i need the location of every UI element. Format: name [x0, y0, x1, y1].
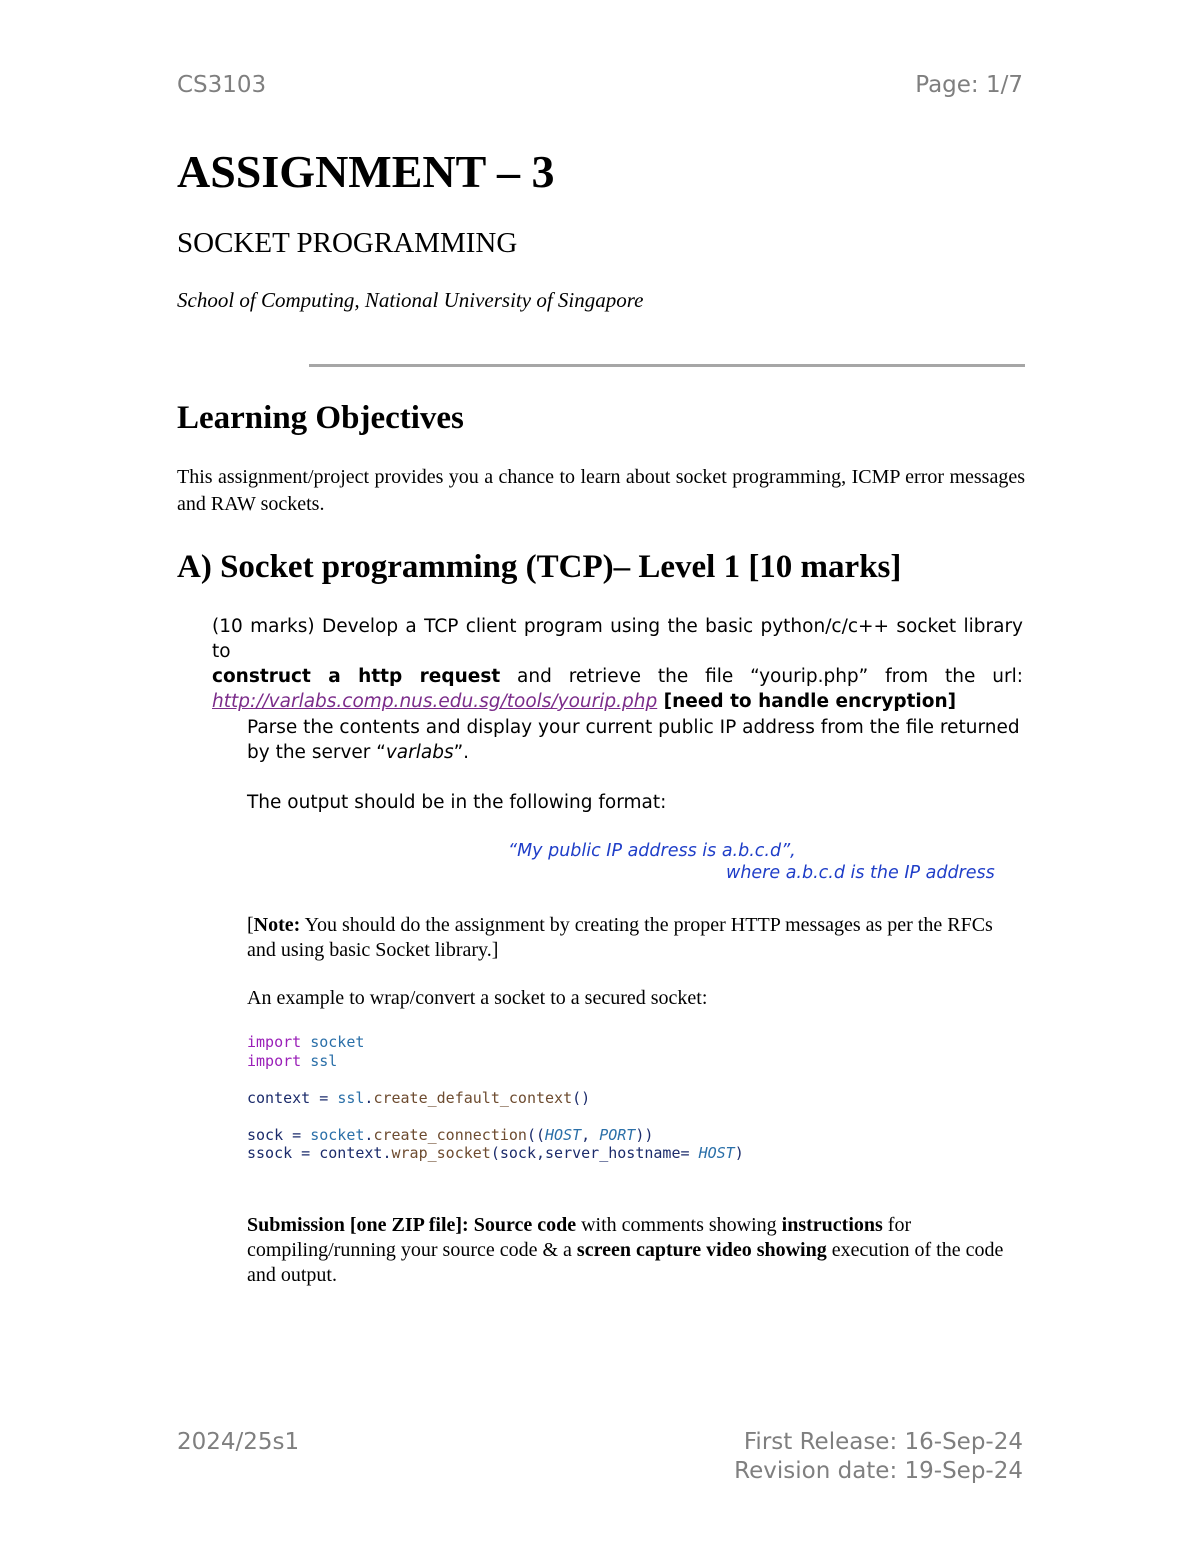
- output-format-intro: The output should be in the following format:: [247, 792, 667, 813]
- course-code: CS3103: [177, 72, 267, 98]
- section-a-heading: A) Socket programming (TCP)– Level 1 [10 marks]: [177, 549, 902, 585]
- code-line-1: import socket: [247, 1033, 365, 1051]
- note-text: You should do the assignment by creating the proper HTTP messages as per the RFCs and using basic Socket library.]: [247, 914, 993, 961]
- instructions-label: instructions: [781, 1214, 883, 1236]
- output-format-line-1: “My public IP address is a.b.c.d”,: [508, 841, 796, 861]
- task-bold: construct a http request: [212, 666, 501, 687]
- code-line-4: sock = socket.create_connection((HOST, PORT)): [247, 1125, 654, 1144]
- note-bracket: [: [247, 914, 254, 936]
- example-intro: An example to wrap/convert a socket to a secured socket:: [247, 987, 708, 1009]
- note-label: Note:: [253, 914, 301, 936]
- page-number: Page: 1/7: [915, 72, 1023, 98]
- yourip-url-link[interactable]: http://varlabs.comp.nus.edu.sg/tools/yourip.php: [212, 691, 658, 712]
- parse-text-1: Parse the contents and display your current public IP address from the file returned by the server “: [247, 717, 1020, 763]
- document-subtitle: SOCKET PROGRAMMING: [177, 227, 518, 259]
- code-line-5: ssock = context.wrap_socket(sock,server_hostname= HOST): [247, 1144, 744, 1162]
- parse-text-2: ”.: [453, 742, 470, 763]
- output-format-line-2: where a.b.c.d is the IP address: [726, 863, 995, 883]
- footer-revision-date: Revision date: 19-Sep-24: [734, 1458, 1023, 1484]
- submission-label: Submission [one ZIP file]:: [247, 1214, 469, 1236]
- footer-first-release: First Release: 16-Sep-24: [743, 1429, 1023, 1455]
- code-line-3: context = ssl.create_default_context(): [247, 1088, 591, 1107]
- learning-objectives-text: This assignment/project provides you a chance to learn about socket programming, ICMP error messages and RAW sockets.: [177, 466, 1025, 515]
- video-label: screen capture video showing: [576, 1239, 827, 1261]
- horizontal-rule: [309, 364, 1025, 367]
- task-line-2: [212, 664, 1023, 689]
- submission-text-1: with comments showing: [576, 1214, 782, 1236]
- note-paragraph: [247, 913, 1023, 963]
- submission-text-3: execution of the code and output.: [247, 1239, 1004, 1286]
- parse-instructions: [247, 715, 1023, 765]
- submission-text-2: for compiling/running your source code & a: [247, 1214, 912, 1261]
- task-text-1: Develop a TCP client program using the basic python/c/c++ socket library to: [212, 616, 1023, 662]
- submission-paragraph: [247, 1213, 1037, 1288]
- source-code-label: Source code: [473, 1214, 577, 1236]
- learning-objectives-heading: Learning Objectives: [177, 400, 464, 436]
- task-text-2: and retrieve the file “yourip.php” from the url:: [500, 666, 1023, 687]
- url-note: [need to handle encryption]: [657, 691, 957, 712]
- server-name: varlabs: [385, 742, 454, 763]
- document-title: ASSIGNMENT – 3: [177, 146, 555, 197]
- task-line-3: [212, 689, 1023, 714]
- school-name: School of Computing, National University of Singapore: [177, 288, 644, 312]
- task-marks: (10 marks): [212, 616, 315, 637]
- code-line-2: import ssl: [247, 1051, 338, 1070]
- task-description: [212, 614, 1023, 714]
- footer-term: 2024/25s1: [177, 1429, 300, 1455]
- code-example: [247, 1033, 744, 1163]
